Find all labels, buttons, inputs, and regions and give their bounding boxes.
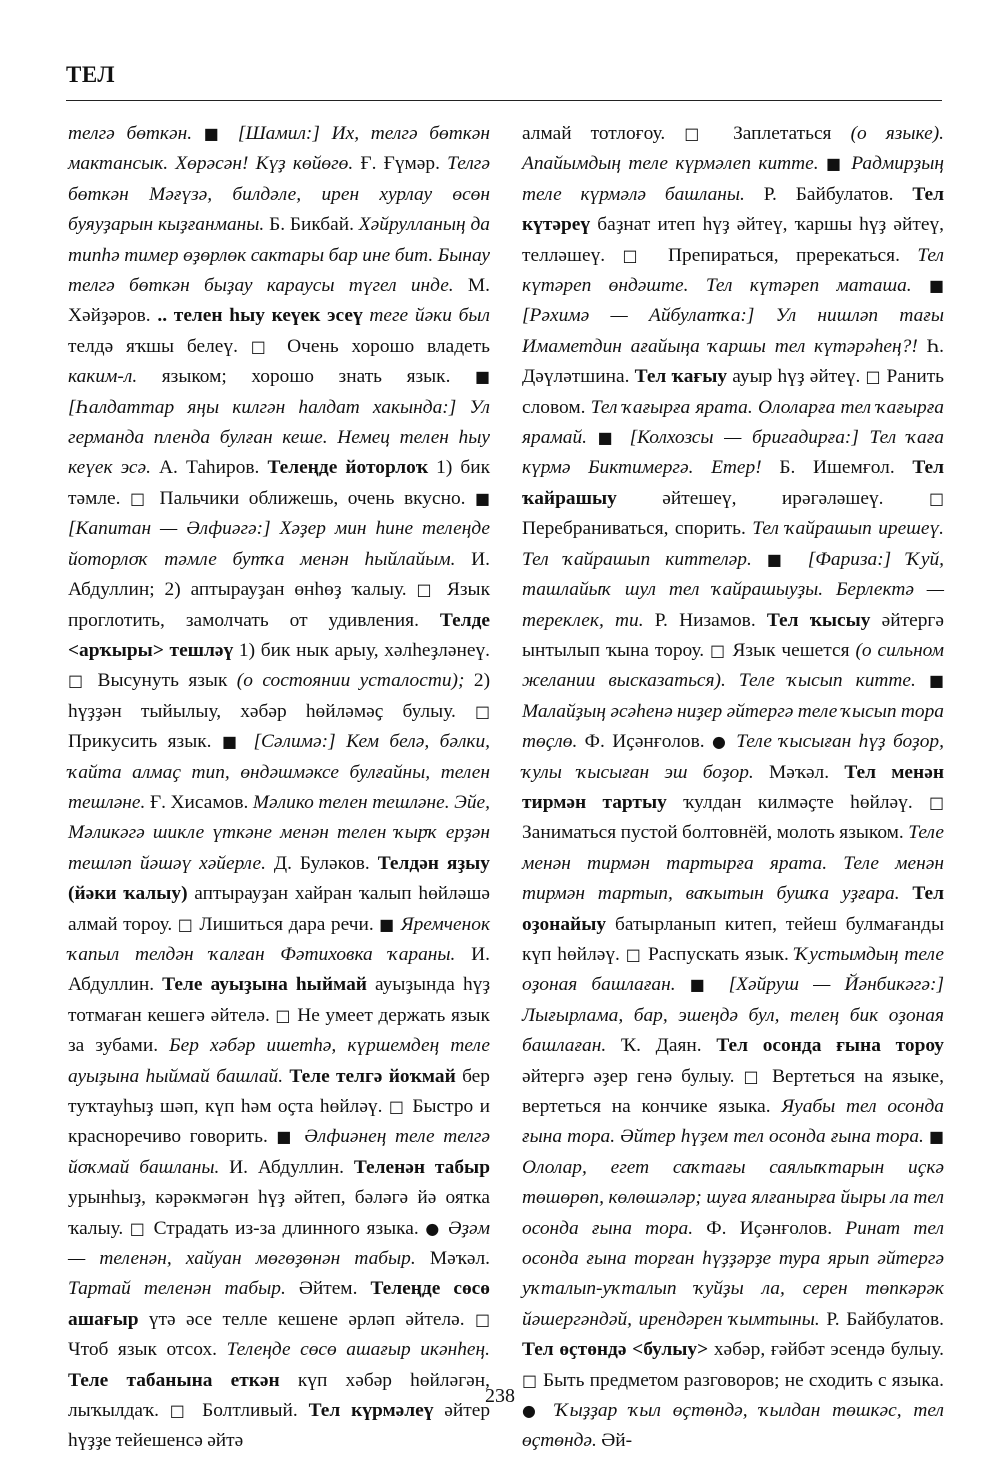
entry-text-run: теге йәки был	[369, 305, 491, 327]
entry-text-run: Мәлико телен тешләне. Эйе, Мәликәгә шикле үткәне менән телен ҡырҡ ерҙән тешләп йәшәү хәйерле.	[68, 791, 491, 874]
entry-text-run: Быстро и красноречиво говорить.	[68, 1096, 490, 1148]
header-divider	[66, 100, 942, 101]
entry-text-run: Мәҡәл.	[429, 1248, 490, 1270]
entry-text-run: Заниматься пустой болтовнёй, молоть языком.	[522, 822, 909, 844]
entry-text-run: Р. Низамов.	[654, 609, 767, 631]
section-marker-icon: □	[522, 1370, 538, 1390]
entry-text-run: Бер хәбәр ишетһә, күршемдең теле ауыҙына һыймай башлай.	[68, 1035, 490, 1087]
entry-text-run: [Рәхимә — Айбулатҡа:] Ул нишләп тағы Имаметдин ағайыңа ҡаршы тел күтәрәһең?!	[522, 305, 944, 357]
entry-text-run: Перебраниваться, спорить.	[522, 518, 753, 540]
entry-text-run: [Сәлимә:] Кем белә, бәлки, ҡайта алмаҫ тип, өндәшмәксе булғайны, телен тешләне.	[68, 731, 491, 813]
entry-text-run: ауыр һүҙ әйтеү.	[732, 366, 866, 388]
entry-text-run: Не умеет держать язык за зубами.	[68, 1004, 490, 1057]
header-title: ТЕЛ	[66, 62, 116, 87]
section-marker-icon: ■	[928, 276, 944, 296]
entry-text-run: Теле ауыҙына һыймай	[162, 974, 376, 996]
entry-text-run: Ҡ. Даян.	[620, 1035, 717, 1057]
section-marker-icon: □	[169, 1401, 192, 1421]
entry-text-run: Тел күтәреү	[522, 183, 944, 236]
entry-text-run: Препираться, пререкаться.	[650, 244, 918, 266]
entry-text-run: аптырауҙан хайран ҡалып һөйләшә алмай тороу.	[68, 883, 490, 935]
entry-text-run: Әй-	[601, 1430, 633, 1452]
entry-text-run: 2) һүҙҙән тыйылыу, хәбәр һөйләмәҫ булыу.	[68, 670, 491, 722]
entry-text-run: алмай тотлоғоу.	[522, 123, 685, 144]
entry-text-run: Ҡыҙҙар ҡыл өҫтөндә, ҡылдан төшкәс, тел өҫтөндә.	[522, 1400, 944, 1452]
entry-text-run: баҙнат итеп һүҙ әйтеү, ҡаршы һүҙ әйтеү, телләшеү.	[522, 214, 945, 266]
entry-text-run: Заплетаться	[714, 123, 851, 144]
right-column-text	[522, 119, 945, 1452]
entry-text-run: Р. Байбулатов.	[763, 183, 913, 205]
entry-text-run: Әлфиәнең теле телгә йоҡмай башланы.	[68, 1126, 491, 1178]
entry-text-run: (о сильном желании высказаться). Теле ҡысып китте.	[522, 639, 945, 692]
section-marker-icon: □	[68, 671, 89, 691]
entry-text-run: хәбәр, ғәйбәт эсендә булыу.	[713, 1339, 944, 1361]
entry-text-run: Очень хорошо владеть	[274, 335, 490, 357]
entry-text-run: Тел менән тирмән тартыу	[522, 761, 944, 813]
entry-text-run: Әҙәм — теленән, хайуан мөгөҙөнән табыр.	[68, 1217, 491, 1270]
section-marker-icon: □	[625, 944, 643, 964]
entry-text-run: Лишиться дара речи.	[193, 913, 380, 935]
section-marker-icon: ■	[928, 1127, 944, 1147]
entry-text-run: әйтер һүҙҙе тейешенсә әйтә	[68, 1400, 491, 1452]
entry-text-run: Теле менән тирмән тартырға ярата. Теле менән тирмән тартып, ваҡытын бушҡа уҙғара.	[522, 822, 944, 905]
entry-text-run: Ололар, егет саҡтағы саялыҡтарын иҫкә төшөрөп, көлөшәләр; шуға ялғанырға йыры ла тел осонда ғына тора.	[522, 1156, 944, 1239]
entry-text-run: Тел ҡағырға ярата. Ололарға тел ҡағырға ярамай.	[522, 396, 944, 449]
entry-text-run: Высунуть язык	[88, 670, 237, 692]
entry-text-run: М. Хәйҙәров.	[68, 275, 490, 327]
entry-text-run: Вертеться на языке, вертеться на кончике языка.	[522, 1065, 945, 1117]
entry-text-run: Тел ҡайрашыу	[522, 457, 945, 509]
section-marker-icon: □	[622, 245, 651, 265]
entry-text-run: Р. Байбулатов.	[826, 1308, 944, 1330]
entry-text-run: Теле телгә йоҡмай	[289, 1065, 463, 1087]
entry-text-run: 1) бик нык арыу, хәлһеҙләнеү.	[238, 639, 490, 661]
entry-text-run: языком; хорошо знать язык.	[161, 366, 475, 388]
entry-text-run: [Хәйруш — Йәнбикәгә:] Лығырлама, бар, эшеңдә бул, телең бик оҙоная башлаған.	[522, 974, 944, 1057]
section-marker-icon: □	[743, 1066, 764, 1086]
left-column-text	[68, 119, 491, 1452]
entry-text-run: .. телен һыу кеүек эсеү	[157, 305, 370, 327]
section-marker-icon: □	[250, 336, 275, 356]
section-marker-icon: ●	[522, 1401, 544, 1421]
entry-text-run: [Шамил:] Их, телгә бөткән мактансык. Хөрәсән! Күҙ көйөгө.	[68, 123, 491, 175]
entry-text-run: Теле ҡысыған һүҙ боҙор, ҡулы ҡысыған эш боҙор.	[522, 731, 944, 783]
section-marker-icon: □	[129, 1218, 148, 1238]
section-marker-icon: ■	[276, 1127, 296, 1147]
entry-text-run: Ф. Иҫәнғолов.	[706, 1217, 846, 1239]
entry-text-run: Малайҙың әсәһенә ниҙер әйтергә теле ҡысып тора төҫлө.	[522, 700, 944, 753]
section-marker-icon: ■	[825, 154, 844, 174]
entry-text-run: Тартай теленән табыр.	[68, 1278, 299, 1300]
entry-text-run: Ринат тел осонда ғына торған һүҙҙәрҙе тура ярып әйтергә уҡталып-уҡталып ҡуйҙы ла, серен төпкәрәк йәшергәндәй, ирендәрен ҡымтыны.	[522, 1217, 944, 1330]
section-marker-icon: □	[865, 367, 882, 387]
section-marker-icon: ■	[766, 549, 793, 569]
entry-text-run: Ғ. Ғүмәр.	[360, 153, 448, 175]
section-marker-icon: □	[129, 488, 151, 508]
entry-text-run: [Колхозсы — бригадирға:] Тел ҡаға күрмә Биктимергә. Етер!	[522, 427, 944, 479]
entry-text-run: әйтергә ынтылып ҡына тороу.	[522, 609, 944, 661]
section-marker-icon: □	[684, 124, 715, 143]
section-marker-icon: ■	[928, 671, 944, 691]
entry-text-run: Телеңде сөсө ашағыр икәнһең.	[226, 1339, 490, 1361]
entry-text-run: Хәйрулланың да типһә тимер өҙөрлөк сактары бар ине бит. Бынау телгә бөткән быҙау караусы түгел инде.	[68, 214, 490, 297]
section-marker-icon: □	[928, 488, 944, 508]
entry-text-run: Телеңде йоторлоҡ	[267, 457, 437, 479]
entry-text-run: [Капитан — Әлфиәгә:] Хәҙер мин һине телеңде йоторлоҡ тәмле бутҡа менән һыйлайым.	[68, 518, 490, 570]
entry-text-run: Ҡустымдың теле оҙоная башлаған.	[522, 943, 944, 996]
entry-text-run: телдә яҡшы белеү.	[68, 335, 251, 357]
entry-text-run: Тел ҡағыу	[634, 366, 733, 388]
entry-text-run: ҡулдан килмәҫте һөйләү.	[683, 791, 929, 813]
section-marker-icon: ●	[711, 732, 729, 752]
entry-text-run: Теле табанына еткән	[68, 1369, 298, 1391]
entry-text-run: Язык чешется	[726, 639, 856, 661]
entry-text-run: Тел осонда ғына тороу	[716, 1035, 944, 1057]
entry-text-run: урынһыҙ, кәрәкмәгән һүҙ әйтеп, бәләгә йә оятка ҡалыу.	[68, 1187, 490, 1239]
section-marker-icon: □	[474, 701, 490, 721]
section-marker-icon: ■	[203, 124, 227, 143]
entry-text-run: Д. Буләков.	[273, 852, 378, 874]
entry-text-run: бер туҡтауһыҙ шәп, күп һәм оҫта һөйләү.	[68, 1065, 490, 1117]
entry-text-run: Ф. Иҫәнғолов.	[584, 731, 712, 753]
page-number: 238	[485, 1385, 515, 1407]
section-marker-icon: □	[177, 914, 194, 934]
entry-text-run: Телдән яҙыу (йәки ҡалыу)	[68, 852, 491, 905]
section-marker-icon: ■	[474, 488, 490, 508]
entry-text-run: Әйтем.	[298, 1278, 371, 1300]
entry-text-run: [Фариза:] Ҡуй, ташлайыҡ шул тел ҡайрашыуҙы. Берлектә — тереклек, ти.	[522, 548, 944, 631]
section-marker-icon: □	[416, 580, 438, 600]
entry-text-run: телгә бөткән.	[68, 123, 204, 144]
entry-text-run: Ранить словом.	[522, 366, 945, 418]
entry-text-run: Теленән табыр	[353, 1156, 490, 1178]
entry-text-run: Тел өҫтөндә <булыу>	[522, 1339, 714, 1361]
entry-text-run: Тел ҡайрашып ирешеү. Тел ҡайрашып киттеләр.	[522, 518, 944, 570]
section-marker-icon: □	[709, 640, 727, 660]
section-marker-icon: □	[474, 1309, 490, 1329]
entry-text-run: ауыҙында һүҙ тотмаған кешегә әйтелә.	[68, 974, 491, 1026]
entry-text-run: Яуабы тел осонда ғына тора. Әйтер һүҙем тел осонда ғына тора.	[522, 1096, 944, 1148]
entry-text-run: Тел ҡысыу	[766, 609, 882, 631]
entry-text-run: Радмирҙың теле күрмәлә башланы.	[522, 153, 944, 205]
entry-text-run: (о состоянии усталости);	[236, 670, 474, 692]
entry-text-run: Яремченок ҡапыл телдән ҡалған Фәтиховка ҡараны.	[68, 913, 491, 965]
section-marker-icon: □	[928, 792, 944, 812]
entry-text-run: Һ. Дәүләтшина.	[522, 335, 944, 388]
entry-text-run: Тел оҙонайыу	[522, 883, 944, 935]
entry-text-run: И. Абдуллин; 2) аптырауҙан өнһөҙ ҡалыу.	[68, 548, 490, 601]
entry-text-run: И. Абдуллин.	[229, 1156, 354, 1178]
entry-text-run: Телеңде сөсө ашағыр	[68, 1278, 490, 1330]
section-marker-icon: ●	[425, 1218, 442, 1238]
entry-text-run: Ғ. Хисамов.	[149, 791, 253, 813]
entry-text-run: (о языке). Апайымдың теле күрмәлеп китте.	[522, 123, 945, 175]
entry-text-run: Тел күрмәлеү	[308, 1400, 445, 1422]
section-marker-icon: ■	[221, 732, 244, 752]
entry-text-run: күп хәбәр һөйләгән, лыҡылдаҡ.	[68, 1369, 490, 1422]
entry-text-run: Б. Бикбай.	[269, 214, 359, 236]
entry-text-run: Телде <арҡыры> тешләү	[68, 609, 490, 661]
entry-text-run: Мәҡәл.	[768, 761, 845, 783]
entry-text-run: Телгә бөткән Мәғүзә, билдәле, ирен хурлау өсөн буяуҙарын кыҙғанманы.	[68, 153, 490, 236]
entry-text-run: батырланып китеп, тейеш булмағанды күп һөйләү.	[522, 913, 944, 965]
entry-text-run: Язык проглотить, замолчать от удивления.	[68, 579, 491, 631]
entry-text-run: Быть предметом разговоров; не сходить с языка.	[537, 1369, 944, 1391]
entry-text-run: 1) бик тәмле.	[68, 457, 490, 509]
entry-text-run: Чтоб язык отсох.	[68, 1339, 227, 1361]
entry-text-run: каким-л.	[68, 366, 162, 388]
section-marker-icon: ■	[689, 975, 715, 995]
entry-text-run: [Һалдаттар яңы килгән һалдат хакында:] Ул германда пленда булған кеше. Немец телен һыу кеүек эсә.	[68, 396, 490, 479]
section-marker-icon: □	[388, 1097, 406, 1116]
entry-text-run: Распускать язык.	[642, 943, 795, 965]
entry-text-run: Страдать из-за длинного языка.	[147, 1217, 426, 1239]
entry-text-run: А. Таһиров.	[159, 457, 268, 479]
section-marker-icon: ■	[475, 367, 491, 387]
entry-text-run: Б. Ишемғол.	[779, 457, 913, 479]
entry-text-run: Тел күтәреп өндәште. Тел күтәреп маташа.	[522, 244, 945, 297]
entry-text-run: Пальчики оближешь, очень вкусно.	[150, 487, 475, 509]
section-marker-icon: ■	[597, 428, 619, 448]
entry-text-run: Прикусить язык.	[68, 731, 222, 753]
entry-text-run: И. Абдуллин.	[68, 943, 490, 996]
entry-text-run: Болтливый.	[191, 1400, 309, 1422]
section-marker-icon: ■	[379, 914, 396, 934]
entry-text-run: үтә әсе телле кешене әрләп әйтелә.	[148, 1308, 475, 1330]
section-marker-icon: □	[275, 1005, 292, 1025]
entry-text-run: әйтешеү, ирәгәләшеү.	[662, 487, 929, 509]
entry-text-run: әйтергә әҙер генә булыу.	[522, 1065, 744, 1087]
